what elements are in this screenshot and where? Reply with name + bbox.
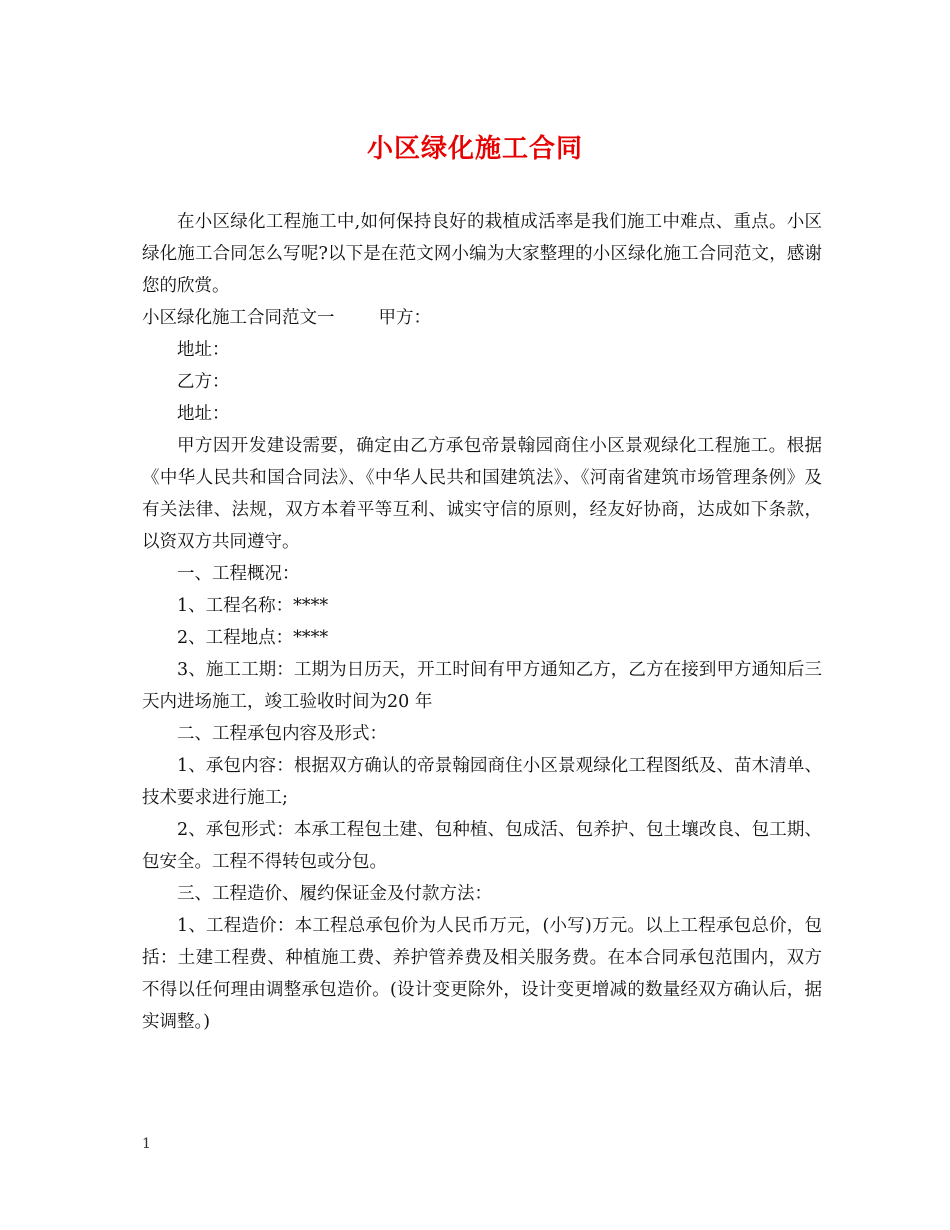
paragraph-party-b: 乙方： (177, 372, 230, 392)
section-heading-scope: 二、工程承包内容及形式： (177, 724, 387, 744)
paragraph-preamble: 甲方因开发建设需要，确定由乙方承包帝景翰园商住小区景观绿化工程施工。根据《中华人民共和国合同法》、《中华人民共和国建筑法》、《河南省建筑市场管理条例》及有关法律、法规，双方本着平等互利、诚实守信的原则，经友好协商，达成如下条款，以资双方共同遵守。 (142, 436, 822, 552)
paragraph-address-a: 地址： (177, 340, 230, 360)
party-a-label: 甲方： (378, 308, 431, 328)
paragraph-scope-form: 2、承包形式：本承工程包土建、包种植、包成活、包养护、包土壤改良、包工期、包安全。工程不得转包或分包。 (142, 820, 822, 872)
sample-heading-label: 小区绿化施工合同范文一 (142, 308, 335, 328)
paragraph-construction-period: 3、施工工期：工期为日历天，开工时间有甲方通知乙方，乙方在接到甲方通知后三天内进场施工，竣工验收时间为20 年 (142, 660, 822, 712)
document-title: 小区绿化施工合同 (366, 134, 583, 164)
document-body (142, 206, 822, 1038)
page-number: 1 (142, 1136, 151, 1152)
section-heading-overview: 一、工程概况： (177, 564, 300, 584)
section-heading-cost: 三、工程造价、履约保证金及付款方法： (177, 884, 492, 904)
paragraph-scope-content: 1、承包内容：根据双方确认的帝景翰园商住小区景观绿化工程图纸及、苗木清单、技术要求进行施工; (142, 756, 822, 808)
paragraph-sample-heading (142, 302, 822, 334)
paragraph-project-name: 1、工程名称：**** (177, 596, 329, 616)
paragraph-intro: 在小区绿化工程施工中,如何保持良好的栽植成活率是我们施工中难点、重点。小区绿化施工合同怎么写呢?以下是在范文网小编为大家整理的小区绿化施工合同范文，感谢您的欣赏。 (142, 212, 822, 296)
paragraph-project-cost: 1、工程造价：本工程总承包价为人民币万元，(小写)万元。以上工程承包总价，包括：土建工程费、种植施工费、养护管养费及相关服务费。在本合同承包范围内，双方不得以任何理由调整承包造价。(设计变更除外，设计变更增减的数量经双方确认后，据实调整。) (142, 916, 822, 1032)
paragraph-address-b: 地址： (177, 404, 230, 424)
paragraph-project-location: 2、工程地点：**** (177, 628, 329, 648)
